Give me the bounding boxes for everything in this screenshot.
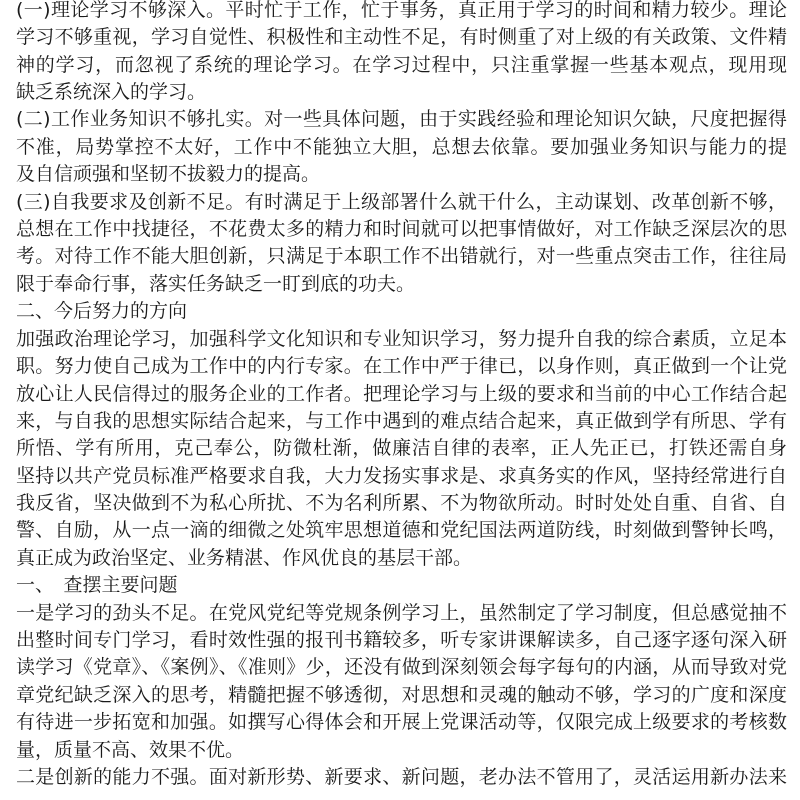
text-line: 有待进一步拓宽和加强。如撰写心得体会和开展上党课活动等，仅限完成上级要求的考核数 [16,711,787,733]
text-line: 加强政治理论学习，加强科学文化知识和专业知识学习，努力提升自我的综合素质，立足本 [16,328,787,350]
text-line: 我反省，坚决做到不为私心所扰、不为名利所累、不为物欲所动。时时处处自重、自省、自 [16,492,787,514]
text-line: (一)理论学习不够深入。平时忙于工作，忙于事务，真正用于学习的时间和精力较少。理论 [16,0,787,21]
text-line: 警、自励，从一点一滴的细微之处筑牢思想道德和党纪国法两道防线，时刻做到警钟长鸣， [16,519,787,541]
text-line: (二)工作业务知识不够扎实。对一些具体问题，由于实践经验和理论知识欠缺，尺度把握得 [16,108,787,130]
text-line: 所悟、学有所用，克己奉公，防微杜渐，做廉洁自律的表率，正人先正已，打铁还需自身 [16,437,787,459]
text-line: 缺乏系统深入的学习。 [16,81,207,103]
text-line: 及自信顽强和坚韧不拔毅力的提高。 [16,163,321,185]
text-line: 读学习《党章》、《案例》、《准则》少，还没有做到深刻领会每字每句的内涵，从而导致对党 [16,656,787,678]
text-line: 职。努力使自己成为工作中的内行专家。在工作中严于律已，以身作则，真正做到一个让党 [16,355,787,377]
text-line: (三)自我要求及创新不足。有时满足于上级部署什么就干什么，主动谋划、改革创新不够， [16,191,787,213]
text-line: 神的学习，而忽视了系统的理论学习。在学习过程中，只注重掌握一些基本观点，现用现 [16,54,787,76]
text-line: 量，质量不高、效果不优。 [16,739,245,761]
section-heading: 二、今后努力的方向 [16,300,188,322]
text-line: 坚持以共产党员标准严格要求自我，大力发扬实事求是、求真务实的作风，坚持经常进行自 [16,465,787,487]
text-line: 放心让人民信得过的服务企业的工作者。把理论学习与上级的要求和当前的中心工作结合起 [16,383,787,405]
text-line: 限于奉命行事，落实任务缺乏一盯到底的功夫。 [16,273,416,295]
text-line: 一是学习的劲头不足。在党风党纪等党规条例学习上，虽然制定了学习制度，但总感觉抽不 [16,602,787,624]
text-line: 不准，局势掌控不太好，工作中不能独立大胆，总想去依靠。要加强业务知识与能力的提 [16,136,787,158]
text-line: 章党纪缺乏深入的思考，精髓把握不够透彻，对思想和灵魂的触动不够，学习的广度和深度 [16,684,787,706]
text-line: 总想在工作中找捷径，不花费太多的精力和时间就可以把事情做好，对工作缺乏深层次的思 [16,218,787,240]
text-line: 考。对待工作不能大胆创新，只满足于本职工作不出错就行，对一些重点突击工作，往往局 [16,245,787,267]
text-line: 来，与自我的思想实际结合起来，与工作中遇到的难点结合起来，真正做到学有所思、学有 [16,410,787,432]
text-line: 真正成为政治坚定、业务精湛、作风优良的基层干部。 [16,547,473,569]
text-line: 二是创新的能力不强。面对新形势、新要求、新问题，老办法不管用了，灵活运用新办法来 [16,766,787,788]
section-heading: 一、 查摆主要问题 [16,574,178,596]
text-line: 出整时间专门学习，看时效性强的报刊书籍较多，听专家讲课解读多，自己逐字逐句深入研 [16,629,787,651]
text-line: 学习不够重视，学习自觉性、积极性和主动性不足，有时侧重了对上级的有关政策、文件精 [16,26,787,48]
